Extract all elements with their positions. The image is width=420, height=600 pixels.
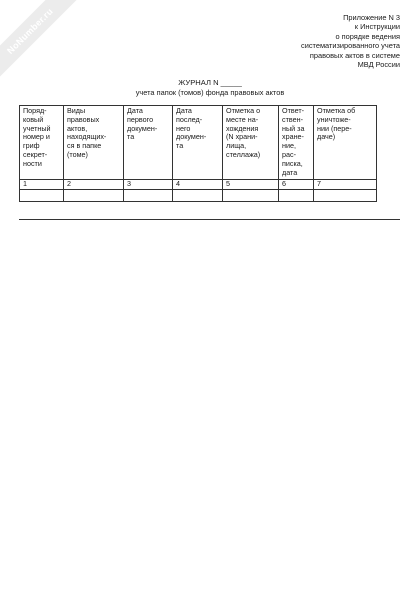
column-number: 6 [279,180,314,190]
appendix-line: Приложение N 3 [343,13,400,22]
column-number: 4 [173,180,223,190]
table-cell [124,189,173,201]
table-number-row [20,180,377,190]
journal-table [19,105,377,202]
table-cell [314,189,377,201]
column-header: Виды правовых актов, находящих- ся в папке (томе) [64,106,124,180]
column-number: 2 [64,180,124,190]
column-number: 5 [223,180,279,190]
journal-subtitle: учета папок (томов) фонда правовых актов [135,88,285,97]
column-number: 1 [20,180,64,190]
table-cell [20,189,64,201]
appendix-header [200,13,400,69]
watermark: NoNumber.ru [0,0,87,88]
column-number: 7 [314,180,377,190]
appendix-line: к Инструкции [354,22,400,32]
table-empty-row [20,189,377,201]
appendix-line: МВД России [357,60,400,70]
table-cell [64,189,124,201]
appendix-line: систематизированного учета [301,41,400,51]
journal-title: ЖУРНАЛ N _____ [178,78,242,87]
column-header: Ответ- ствен- ный за хране- ние, рас- писка, дата [279,106,314,180]
appendix-line: о порядке ведения [335,31,400,41]
column-number: 3 [124,180,173,190]
page-divider [19,219,400,220]
column-header: Отметка о месте на- хождения (N храни- лища, стеллажа) [223,106,279,180]
column-header: Дата послед- него докумен- та [173,106,223,180]
column-header: Отметка об уничтоже- нии (пере- даче) [314,106,377,180]
column-header: Поряд- ковый учетный номер и гриф секрет- ности [20,106,64,180]
table-cell [223,189,279,201]
table-cell [173,189,223,201]
column-header: Дата первого докумен- та [124,106,173,180]
table-header-row [20,106,377,180]
appendix-line: правовых актов в системе [309,50,400,60]
table-cell [279,189,314,201]
